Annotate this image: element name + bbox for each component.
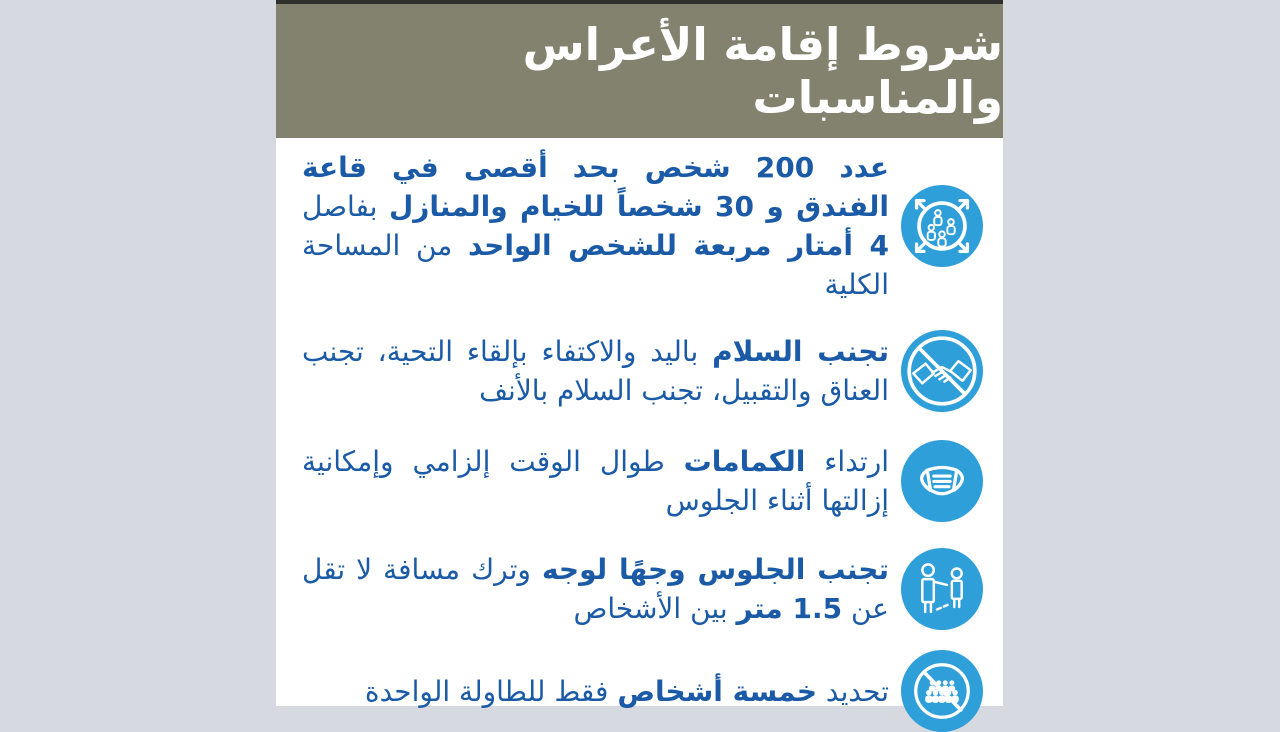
rule-text-distance: تجنب الجلوس وجهًا لوجه وترك مسافة لا تقل عن 1.5 متر بين الأشخاص xyxy=(302,553,890,625)
social-distance-icon xyxy=(901,548,983,630)
rule-row-no-handshake xyxy=(302,330,983,412)
face-mask-icon xyxy=(901,440,983,522)
rule-row-distance xyxy=(302,548,983,630)
no-handshake-icon xyxy=(901,330,983,412)
rule-text-table-limit: تحديد خمسة أشخاص فقط للطاولة الواحدة xyxy=(364,674,889,708)
rule-text-no-handshake: تجنب السلام باليد والاكتفاء بإلقاء التحية، تجنب العناق والتقبيل، تجنب السلام بالأنف xyxy=(302,335,889,407)
rule-text-capacity: عدد 200 شخص بحد أقصى في قاعة الفندق و 30 شخصاً للخيام والمنازل بفاصل 4 أمتار مربعة للشخص الواحد من المساحة الكلية xyxy=(302,151,889,301)
page-title: شروط إقامة الأعراس والمناسبات xyxy=(522,18,1003,124)
infographic-panel xyxy=(276,0,1003,706)
rule-row-mask xyxy=(302,440,983,522)
rule-text-mask: ارتداء الكمامات طوال الوقت إلزامي وإمكانية إزالتها أثناء الجلوس xyxy=(302,445,889,517)
crowd-capacity-icon xyxy=(901,185,983,267)
rules-list xyxy=(276,138,1003,732)
header-bar xyxy=(276,4,1003,138)
rule-row-capacity xyxy=(302,148,983,304)
